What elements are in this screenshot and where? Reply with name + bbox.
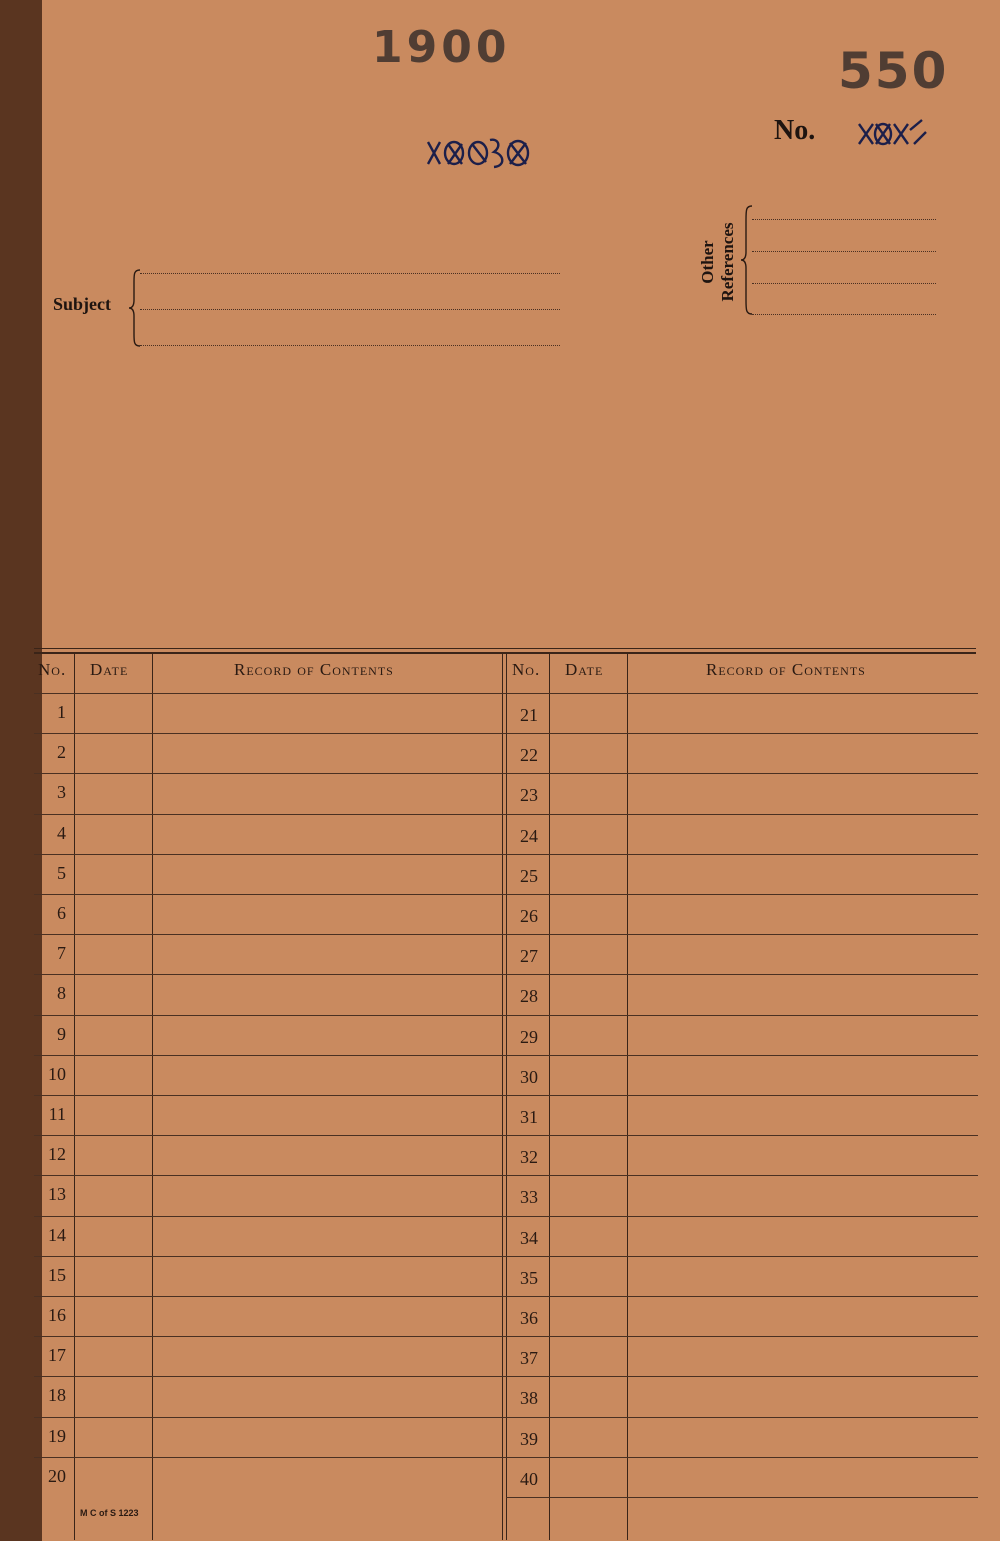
right-row-number: 24	[520, 826, 538, 846]
left-date-header: Date	[90, 660, 129, 679]
center-divider-a	[502, 654, 503, 1540]
right-row-number: 31	[520, 1107, 538, 1127]
subject-line-3[interactable]	[140, 345, 560, 346]
left-no-header: No.	[38, 660, 67, 679]
right-row-number: 22	[520, 745, 538, 765]
right-row-number: 28	[520, 986, 538, 1006]
right-contents-header: Record of Contents	[706, 660, 866, 679]
reference-line-2[interactable]	[752, 251, 936, 252]
right-row-number: 33	[520, 1187, 538, 1207]
right-row-number: 21	[520, 705, 538, 725]
left-row-number: 20	[48, 1466, 66, 1486]
center-divider-b	[506, 654, 507, 1540]
left-no-divider	[74, 654, 75, 1540]
right-row-number: 36	[520, 1308, 538, 1328]
left-row-number: 7	[57, 943, 66, 963]
left-row-number: 12	[48, 1144, 66, 1164]
right-row-number: 39	[520, 1429, 538, 1449]
right-row-number: 26	[520, 906, 538, 926]
reference-line-4[interactable]	[752, 314, 936, 315]
left-contents-header: Record of Contents	[234, 660, 394, 679]
number-label: No.	[774, 115, 816, 146]
left-row-number: 11	[48, 1104, 66, 1124]
row-line	[34, 1015, 978, 1016]
row-line	[34, 733, 978, 734]
reference-line-3[interactable]	[752, 283, 936, 284]
row-line	[34, 974, 978, 975]
row-line	[506, 1497, 978, 1498]
right-row-number: 25	[520, 866, 538, 886]
left-row-number: 15	[48, 1265, 66, 1285]
left-row-number: 8	[57, 983, 66, 1003]
row-line	[34, 1216, 978, 1217]
row-line	[34, 1417, 978, 1418]
row-line	[34, 814, 978, 815]
year-stamp: 1900	[372, 22, 511, 73]
right-row-number: 30	[520, 1067, 538, 1087]
left-row-number: 19	[48, 1426, 66, 1446]
right-row-number: 23	[520, 785, 538, 805]
row-line	[34, 1095, 978, 1096]
row-line	[34, 1135, 978, 1136]
table-top-rule	[34, 648, 976, 649]
header-bottom-line	[34, 693, 978, 694]
left-row-number: 14	[48, 1225, 66, 1245]
row-line	[34, 1296, 978, 1297]
right-row-number: 32	[520, 1147, 538, 1167]
left-row-number: 16	[48, 1305, 66, 1325]
left-row-number: 17	[48, 1345, 66, 1365]
right-row-number: 29	[520, 1027, 538, 1047]
row-line	[34, 1256, 978, 1257]
row-line	[34, 773, 978, 774]
crossed-out-number-scribble	[856, 116, 928, 150]
left-row-number: 2	[57, 742, 66, 762]
right-date-divider	[627, 654, 628, 1540]
row-line	[34, 854, 978, 855]
right-row-number: 37	[520, 1348, 538, 1368]
left-row-number: 4	[57, 823, 66, 843]
file-number-stamp: 550	[838, 42, 949, 100]
right-no-header: No.	[512, 660, 541, 679]
crossed-out-year-scribble	[424, 134, 534, 170]
right-no-divider	[549, 654, 550, 1540]
right-row-number: 35	[520, 1268, 538, 1288]
left-row-number: 9	[57, 1024, 66, 1044]
other-references-label: Other References	[698, 222, 737, 302]
left-row-number: 13	[48, 1184, 66, 1204]
other-references-brace	[740, 204, 754, 316]
print-code: M C of S 1223	[80, 1508, 139, 1518]
left-row-number: 5	[57, 863, 66, 883]
row-line	[34, 1376, 978, 1377]
left-row-number: 6	[57, 903, 66, 923]
binding-spine	[0, 0, 42, 1541]
row-line	[34, 1175, 978, 1176]
reference-line-1[interactable]	[752, 219, 936, 220]
subject-line-2[interactable]	[140, 309, 560, 310]
row-line	[34, 1055, 978, 1056]
row-line	[34, 1336, 978, 1337]
right-date-header: Date	[565, 660, 604, 679]
left-row-number: 18	[48, 1385, 66, 1405]
right-row-number: 40	[520, 1469, 538, 1489]
left-row-number: 3	[57, 782, 66, 802]
subject-brace	[128, 268, 142, 348]
right-row-number: 27	[520, 946, 538, 966]
subject-line-1[interactable]	[140, 273, 560, 274]
row-line	[34, 934, 978, 935]
left-row-number: 1	[57, 702, 66, 722]
subject-label: Subject	[53, 294, 111, 314]
row-line	[34, 1457, 978, 1458]
table-top-rule-heavy	[34, 652, 976, 654]
right-row-number: 34	[520, 1228, 538, 1248]
left-row-number: 10	[48, 1064, 66, 1084]
row-line	[34, 894, 978, 895]
left-date-divider	[152, 654, 153, 1540]
right-row-number: 38	[520, 1388, 538, 1408]
